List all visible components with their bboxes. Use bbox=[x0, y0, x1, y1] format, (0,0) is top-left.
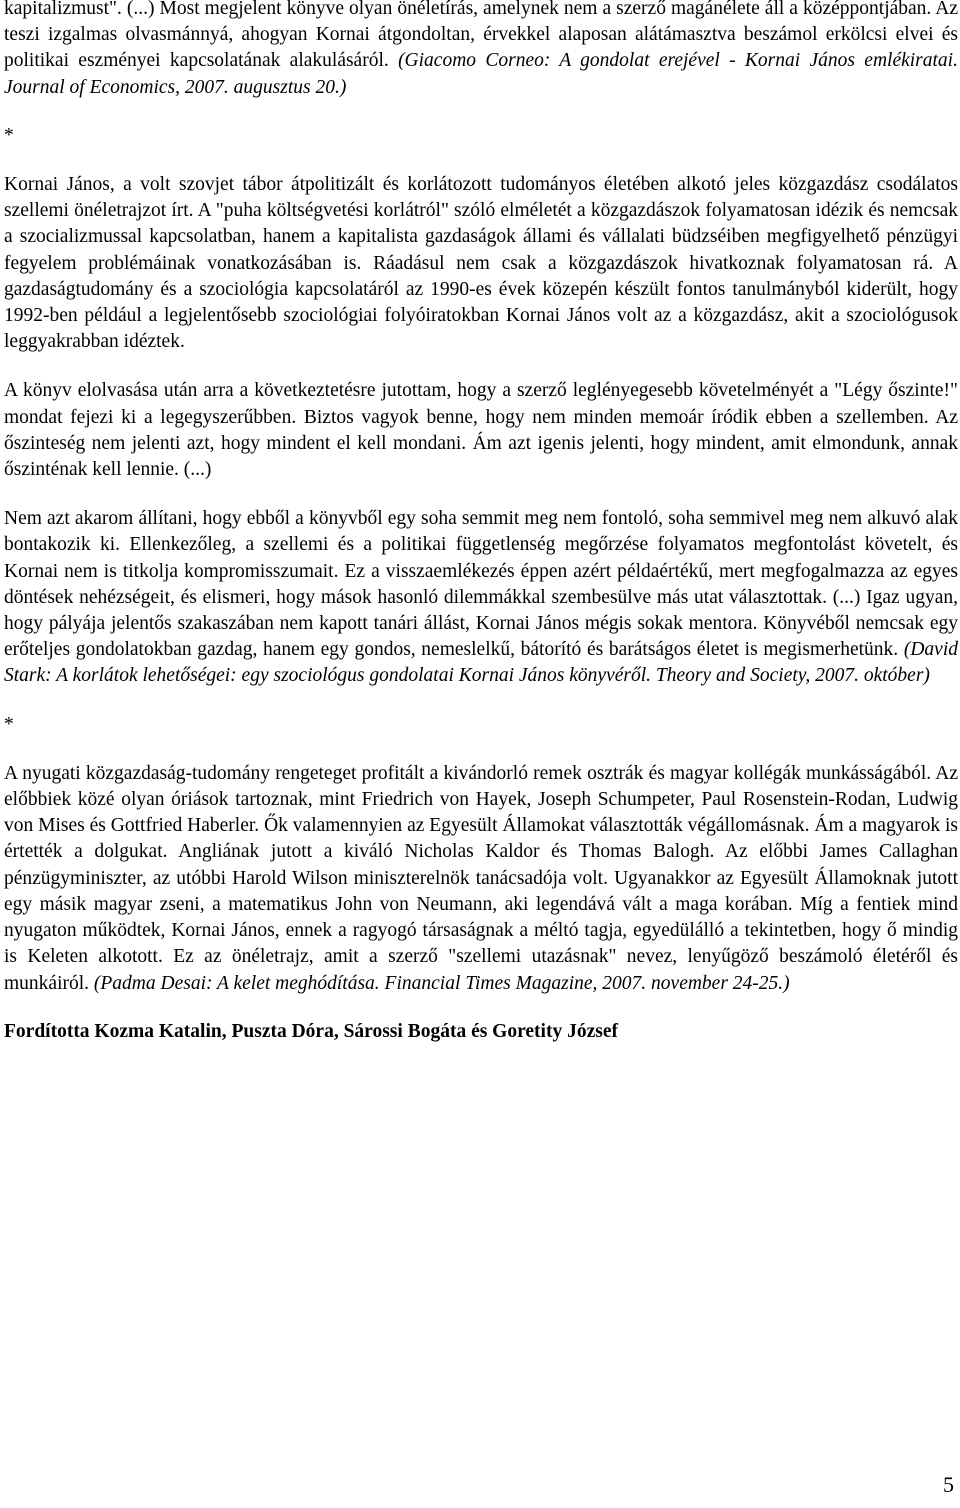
paragraph-text: Nem azt akarom állítani, hogy ebből a könyvből egy soha semmit meg nem fontoló, soha semmivel meg nem alkuvó alak bontakozik ki. Ellenkezőleg, a szellemi és a politikai függetlenség megőrzése folyamatos megfontolást követelt, és Kornai nem is titkolja kompromisszumait. Ez a visszaemlékezés éppen azért példaértékű, mert megfogalmazza az egyes döntések nehézségeit, és elismeri, hogy mások hasonló dilemmákkal szembesülve más utat választottak. (...) Igaz ugyan, hogy pályája jelentős szakaszában nem kapott tanári állást, Kornai János mégis sokak mentora. Könyvéből nemcsak egy erőteljes gondolatokban gazdag, hanem egy gondos, nemeslelkű, bátorító és barátságos életet is megismerhetünk. bbox=[4, 508, 958, 661]
paragraph-legy-oszinte bbox=[4, 378, 958, 483]
paragraph-kapitalizmus bbox=[4, 0, 958, 101]
citation-corneo: (Giacomo Corneo: A gondolat erejével - Kornai János emlékiratai. Journal of Economics, 2007. augusztus 20.) bbox=[4, 50, 958, 98]
paragraph-text: kapitalizmust". (...) Most megjelent könyve olyan önéletírás, amelynek nem a szerző magánélete áll a középpontjában. Az teszi izgalmas olvasmánnyá, ahogyan Kornai átgondoltan, érvekkel alaposan alátámasztva beszámol erkölcsi elvei és politikai eszményei kapcsolatának alakulásáról. bbox=[4, 0, 958, 72]
citation-stark: (David Stark: A korlátok lehetőségei: egy szociológus gondolatai Kornai János könyvéről. Theory and Society, 2007. október) bbox=[4, 639, 958, 687]
paragraph-nyugati-kozgazdasag bbox=[4, 761, 958, 997]
paragraph-text: A nyugati közgazdaság-tudomány rengeteget profitált a kivándorló remek osztrák és magyar kollégák munkásságából. Az előbbiek közé olyan óriások tartoznak, mint Friedrich von Hayek, Joseph Schumpeter, Paul Rosenstein-Rodan, Ludwig von Mises és Gottfried Haberler. Ők valamennyien az Egyesült Államokat választották végállomásnak. Ám a magyarok is értették a dolgukat. Angliának jutott a kiváló Nicholas Kaldor és Thomas Balogh. Az előbbi James Callaghan pénzügyminiszter, az utóbbi Harold Wilson miniszterelnök tanácsadója volt. Ugyanakkor az Egyesült Államoknak jutott egy másik magyar zseni, a matematikus John von Neumann, aki legendává vált a maga korában. Míg a fentiek mind nyugaton működtek, Kornai János, ennek a ragyogó társaságnak a méltó tagja, egyedülálló a tekintetben, hogy ő mindig is Keleten alkotott. Ez az önéletrajz, amit a szerző "szellemi utazásnak" nevez, lenyűgöző beszámoló életéről és munkáiról. bbox=[4, 762, 958, 994]
paragraph-kornai-intro bbox=[4, 172, 958, 355]
section-separator: * bbox=[4, 124, 14, 146]
document-page bbox=[4, 0, 958, 1045]
citation-desai: (Padma Desai: A kelet meghódítása. Financial Times Magazine, 2007. november 24-25.) bbox=[93, 972, 790, 994]
paragraph-text: A könyv elolvasása után arra a következtetésre jutottam, hogy a szerző leglényegesebb követelményét a "Légy őszinte!" mondat fejezi ki a legegyszerűbben. Biztos vagyok benne, hogy nem minden memoár íródik ebben a szellemben. Az őszinteség nem jelenti azt, hogy mindent el kell mondani. Ám azt igenis jelenti, hogy mindent, amit elmondunk, annak őszinténak kell lennie. (...) bbox=[4, 380, 958, 481]
paragraph-kompromisszum bbox=[4, 506, 958, 689]
translator-credits: Fordította Kozma Katalin, Puszta Dóra, Sárossi Bogáta és Goretity József bbox=[4, 1020, 618, 1042]
paragraph-text: Kornai János, a volt szovjet tábor átpolitizált és korlátozott tudományos életében alkotó jeles közgazdász csodálatos szellemi önéletrajzot írt. A "puha költségvetési korlátról" szóló elméletét a közgazdászok folyamatosan idézik és nemcsak a szocializmussal kapcsolatban, hanem a kapitalista gazdaságok állami és vállalati büdzséiben megfigyelhető pénzügyi fegyelem problémáinak vonatkozásában is. Ráadásul nem csak a közgazdászok hivatkoznak folyamatosan rá. A gazdaságtudomány és a szociológia kapcsolatáról az 1990-es évek közepén készült fontos tanulmányból kiderült, hogy 1992-ben például a legjelentősebb szociológiai folyóiratokban Kornai János volt az a közgazdász, akit a szociológusok leggyakrabban idéztek. bbox=[4, 174, 958, 353]
page-number: 5 bbox=[943, 1472, 954, 1497]
section-separator: * bbox=[4, 713, 14, 735]
